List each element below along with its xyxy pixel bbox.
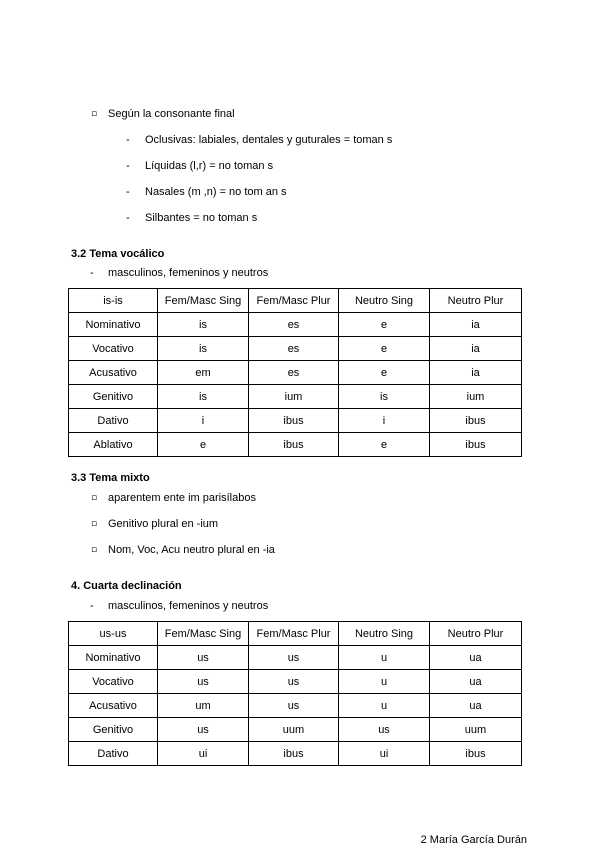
ending-cell: e <box>339 313 430 337</box>
ending-cell: e <box>339 361 430 385</box>
table-row <box>69 313 522 337</box>
case-cell: Genitivo <box>69 718 158 742</box>
header-cell: Fem/Masc Plur <box>249 622 339 646</box>
ending-cell: ui <box>339 742 430 766</box>
square-bullet-icon: ▫ <box>91 545 98 555</box>
ending-cell: us <box>339 718 430 742</box>
ending-cell: us <box>158 646 249 670</box>
ending-cell: ia <box>430 337 522 361</box>
header-cell: Neutro Plur <box>430 289 522 313</box>
ending-cell: ium <box>430 385 522 409</box>
ending-cell: is <box>158 337 249 361</box>
consonant-item: Líquidas (l,r) = no toman s <box>145 160 274 172</box>
square-bullet-icon: ▫ <box>91 493 98 503</box>
case-cell: Dativo <box>69 742 158 766</box>
case-cell: Acusativo <box>69 694 158 718</box>
case-cell: Vocativo <box>69 337 158 361</box>
section-note: masculinos, femeninos y neutros <box>108 267 269 279</box>
ending-cell: uum <box>249 718 339 742</box>
table-row <box>69 742 522 766</box>
dash-bullet: - <box>126 186 130 198</box>
ending-cell: e <box>339 433 430 457</box>
case-cell: Vocativo <box>69 670 158 694</box>
declension-table-is <box>68 288 522 457</box>
table-row <box>69 361 522 385</box>
ending-cell: i <box>339 409 430 433</box>
table-row <box>69 409 522 433</box>
header-cell: Neutro Plur <box>430 622 522 646</box>
ending-cell: uum <box>430 718 522 742</box>
consonant-title: Según la consonante final <box>108 108 235 120</box>
ending-cell: ua <box>430 646 522 670</box>
ending-cell: um <box>158 694 249 718</box>
ending-cell: us <box>158 670 249 694</box>
page-footer: 2 María García Durán <box>420 834 527 846</box>
ending-cell: e <box>339 337 430 361</box>
table-row <box>69 337 522 361</box>
consonant-item: Silbantes = no toman s <box>145 212 258 224</box>
mixto-item: aparentem ente im parisílabos <box>108 492 256 504</box>
table-header-row <box>69 289 522 313</box>
case-cell: Genitivo <box>69 385 158 409</box>
table-row <box>69 433 522 457</box>
dash-bullet: - <box>126 160 130 172</box>
ending-cell: ibus <box>430 742 522 766</box>
table-row <box>69 694 522 718</box>
consonant-item: Nasales (m ,n) = no tom an s <box>145 186 287 198</box>
consonant-item: Oclusivas: labiales, dentales y guturales = toman s <box>145 134 393 146</box>
dash-bullet: - <box>126 212 130 224</box>
ending-cell: u <box>339 646 430 670</box>
ending-cell: ui <box>158 742 249 766</box>
section-heading-4: 4. Cuarta declinación <box>71 580 182 592</box>
ending-cell: us <box>249 670 339 694</box>
case-cell: Acusativo <box>69 361 158 385</box>
ending-cell: ia <box>430 313 522 337</box>
ending-cell: ua <box>430 694 522 718</box>
header-cell: Neutro Sing <box>339 289 430 313</box>
ending-cell: ibus <box>249 409 339 433</box>
header-cell: us-us <box>69 622 158 646</box>
ending-cell: ibus <box>430 409 522 433</box>
ending-cell: i <box>158 409 249 433</box>
table-header-row <box>69 622 522 646</box>
ending-cell: ia <box>430 361 522 385</box>
case-cell: Nominativo <box>69 646 158 670</box>
ending-cell: ua <box>430 670 522 694</box>
section-heading-3-3: 3.3 Tema mixto <box>71 472 150 484</box>
mixto-item: Nom, Voc, Acu neutro plural en -ia <box>108 544 275 556</box>
section-note: masculinos, femeninos y neutros <box>108 600 269 612</box>
ending-cell: u <box>339 670 430 694</box>
dash-bullet: - <box>90 600 94 612</box>
square-bullet-icon: ▫ <box>91 519 98 529</box>
case-cell: Ablativo <box>69 433 158 457</box>
ending-cell: is <box>158 313 249 337</box>
ending-cell: ibus <box>430 433 522 457</box>
ending-cell: ibus <box>249 742 339 766</box>
case-cell: Dativo <box>69 409 158 433</box>
case-cell: Nominativo <box>69 313 158 337</box>
header-cell: Fem/Masc Sing <box>158 289 249 313</box>
ending-cell: e <box>158 433 249 457</box>
mixto-item: Genitivo plural en -ium <box>108 518 219 530</box>
ending-cell: ibus <box>249 433 339 457</box>
ending-cell: es <box>249 337 339 361</box>
square-bullet-icon: ▫ <box>91 109 98 119</box>
dash-bullet: - <box>90 267 94 279</box>
ending-cell: us <box>249 646 339 670</box>
ending-cell: u <box>339 694 430 718</box>
ending-cell: ium <box>249 385 339 409</box>
ending-cell: es <box>249 313 339 337</box>
header-cell: Neutro Sing <box>339 622 430 646</box>
table-row <box>69 385 522 409</box>
table-row <box>69 646 522 670</box>
ending-cell: is <box>158 385 249 409</box>
declension-table-us <box>68 621 522 766</box>
table-row <box>69 718 522 742</box>
header-cell: is-is <box>69 289 158 313</box>
ending-cell: es <box>249 361 339 385</box>
header-cell: Fem/Masc Sing <box>158 622 249 646</box>
ending-cell: em <box>158 361 249 385</box>
section-heading-3-2: 3.2 Tema vocálico <box>71 248 165 260</box>
ending-cell: us <box>249 694 339 718</box>
dash-bullet: - <box>126 134 130 146</box>
ending-cell: is <box>339 385 430 409</box>
ending-cell: us <box>158 718 249 742</box>
header-cell: Fem/Masc Plur <box>249 289 339 313</box>
table-row <box>69 670 522 694</box>
